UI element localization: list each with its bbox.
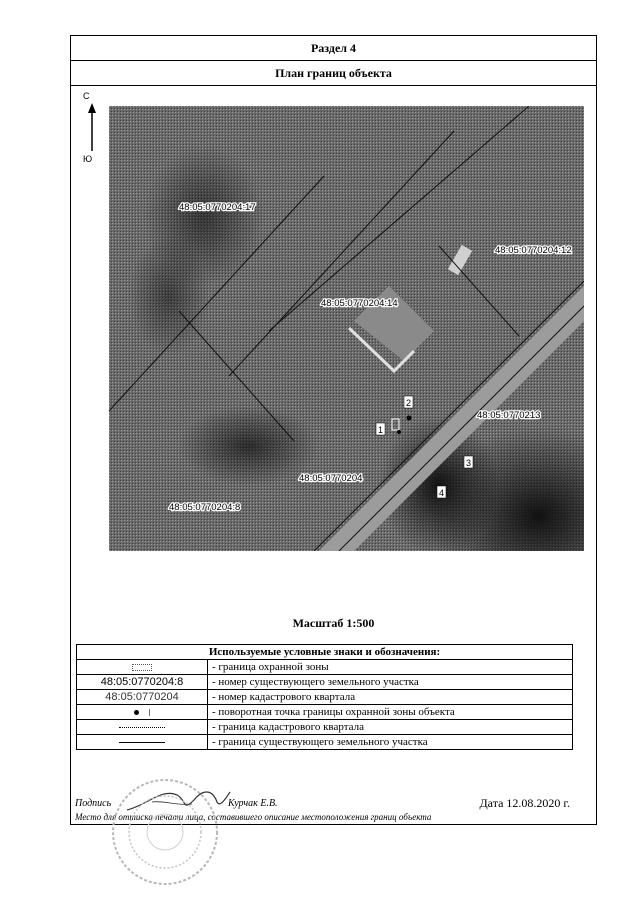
svg-text:4: 4 xyxy=(439,488,445,498)
legend-row xyxy=(77,720,573,735)
compass xyxy=(81,91,101,171)
seal-stamp xyxy=(100,770,230,890)
legend-table xyxy=(76,644,573,750)
point-number-label xyxy=(404,396,413,408)
protection-zone-symbol xyxy=(132,664,152,671)
turning-point-marker xyxy=(407,416,412,421)
parcel-label: 48:05:0770204:8 xyxy=(169,502,241,513)
legend-row xyxy=(77,735,573,750)
legend-text: - граница существующего земельного участка xyxy=(208,735,573,750)
legend-row xyxy=(77,690,573,705)
legend-text: - поворотная точка границы охранной зоны объекта xyxy=(208,705,573,720)
parcel-label: 48:05:0770204:14 xyxy=(321,298,398,309)
compass-south-label: Ю xyxy=(83,154,93,164)
parcel-label: 48:05:0770204:17 xyxy=(179,202,256,213)
svg-text:2: 2 xyxy=(406,398,412,408)
parcel-label: 48:05:0770204:12 xyxy=(495,245,572,256)
legend-text: - граница охранной зоны xyxy=(208,660,573,675)
parcel-number-symbol: 48:05:0770204:8 xyxy=(77,675,208,690)
section-header: Раздел 4 xyxy=(71,36,596,61)
cadastral-map xyxy=(109,106,584,551)
north-arrow-icon xyxy=(85,103,99,153)
turning-point-dot-icon xyxy=(134,710,139,715)
point-label-icon xyxy=(149,709,151,716)
svg-text:1: 1 xyxy=(378,425,384,435)
map-scale: Масштаб 1:500 xyxy=(292,616,375,630)
svg-text:3: 3 xyxy=(466,458,472,468)
legend-row xyxy=(77,705,573,720)
quarter-number-symbol: 48:05:0770204 xyxy=(77,690,208,705)
compass-north-label: С xyxy=(83,91,90,101)
legend-text: - граница кадастрового квартала xyxy=(208,720,573,735)
parcel-boundary-line-icon xyxy=(119,742,165,743)
point-number-label xyxy=(437,486,446,498)
quarter-label: 48:05:0770213 xyxy=(477,410,541,421)
point-number-label xyxy=(464,456,473,468)
legend-text: - номер существующего земельного участка xyxy=(208,675,573,690)
stamp-place-note: Место для оттиска печати лица, составившего описание местоположения границ объекта xyxy=(75,812,432,822)
signature-label: Подпись xyxy=(75,798,112,809)
document-date: Дата 12.08.2020 г. xyxy=(479,796,570,810)
legend-row xyxy=(77,675,573,690)
signatory-name: Курчак Е.В. xyxy=(228,798,278,809)
document-frame xyxy=(70,35,597,825)
quarter-boundary-line-icon xyxy=(119,727,165,728)
plan-title: План границ объекта xyxy=(71,61,596,86)
turning-point-marker xyxy=(397,430,401,434)
legend-title: Используемые условные знаки и обозначения: xyxy=(77,645,573,660)
quarter-label: 48:05:0770204 xyxy=(299,473,363,484)
point-number-label xyxy=(376,423,385,435)
legend-text: - номер кадастрового квартала xyxy=(208,690,573,705)
legend-row xyxy=(77,660,573,675)
